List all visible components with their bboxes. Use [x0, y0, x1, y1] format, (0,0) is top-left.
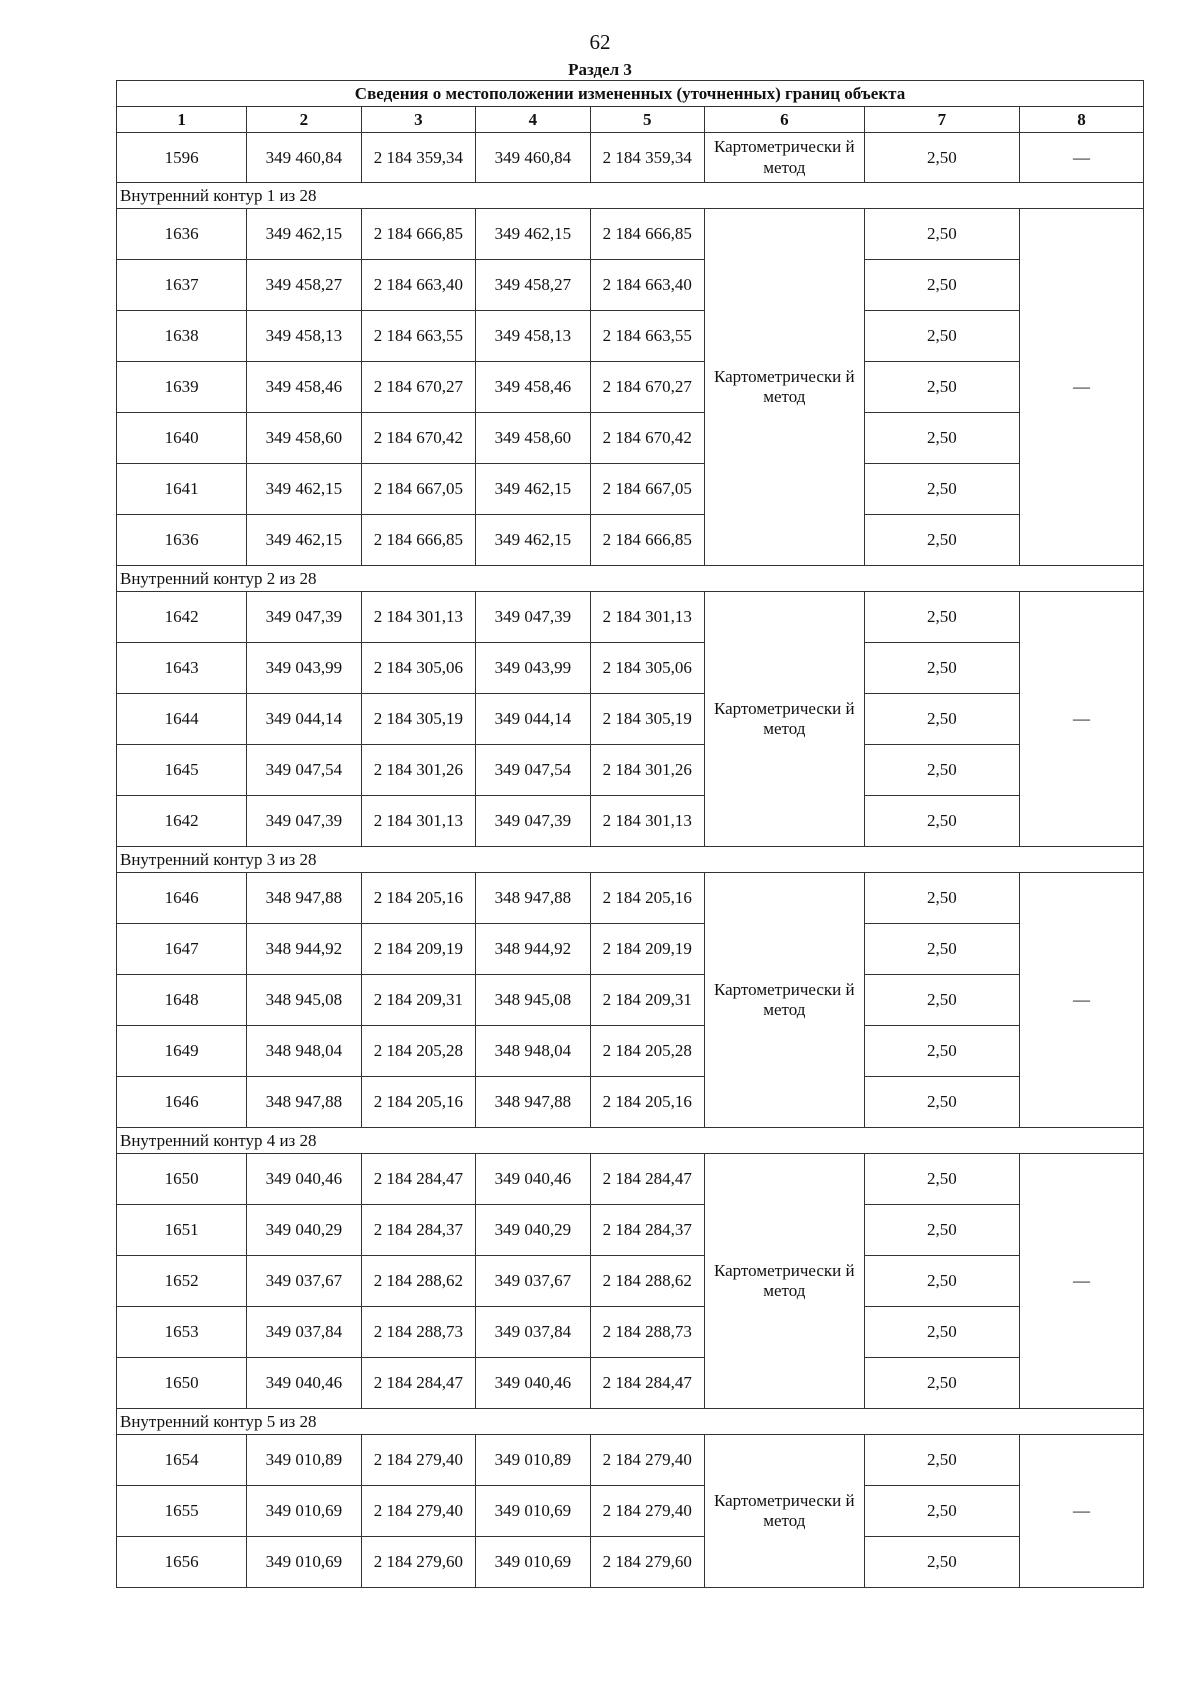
method-cell: Картометрически й метод: [705, 1435, 865, 1588]
accuracy-cell: 2,50: [864, 1537, 1019, 1588]
coordinate-cell: 2 184 279,60: [361, 1537, 475, 1588]
point-number-cell: 1640: [117, 413, 247, 464]
note-cell: —: [1020, 873, 1144, 1128]
method-cell: Картометрически й метод: [705, 1154, 865, 1409]
column-number: 7: [864, 107, 1019, 133]
accuracy-cell: 2,50: [864, 694, 1019, 745]
coordinate-cell: 2 184 279,40: [590, 1435, 704, 1486]
table-row: [117, 1358, 1144, 1409]
section-title: Раздел 3: [568, 60, 632, 79]
coordinate-cell: 2 184 305,19: [361, 694, 475, 745]
coordinate-cell: 348 947,88: [247, 873, 361, 924]
coordinate-cell: 2 184 209,31: [361, 975, 475, 1026]
accuracy-cell: 2,50: [864, 873, 1019, 924]
method-cell: Картометрически й метод: [705, 133, 865, 183]
coordinate-cell: 2 184 205,16: [361, 1077, 475, 1128]
table-row: [117, 873, 1144, 924]
coordinate-cell: 349 040,29: [476, 1205, 590, 1256]
coordinate-cell: 2 184 284,37: [590, 1205, 704, 1256]
table-row: [117, 362, 1144, 413]
coordinate-cell: 2 184 670,27: [361, 362, 475, 413]
coordinate-cell: 349 458,27: [247, 260, 361, 311]
coordinate-cell: 349 043,99: [247, 643, 361, 694]
point-number-cell: 1639: [117, 362, 247, 413]
point-number-cell: 1596: [117, 133, 247, 183]
note-cell: —: [1020, 592, 1144, 847]
accuracy-cell: 2,50: [864, 362, 1019, 413]
coordinate-cell: 2 184 359,34: [361, 133, 475, 183]
coordinate-cell: 349 010,69: [247, 1486, 361, 1537]
coordinate-cell: 2 184 279,40: [361, 1435, 475, 1486]
accuracy-cell: 2,50: [864, 1026, 1019, 1077]
accuracy-cell: 2,50: [864, 515, 1019, 566]
coordinate-cell: 2 184 205,16: [590, 1077, 704, 1128]
point-number-cell: 1655: [117, 1486, 247, 1537]
table-row: [117, 1486, 1144, 1537]
table-row: [117, 1537, 1144, 1588]
accuracy-cell: 2,50: [864, 1077, 1019, 1128]
accuracy-cell: 2,50: [864, 1486, 1019, 1537]
accuracy-cell: 2,50: [864, 464, 1019, 515]
method-cell: Картометрически й метод: [705, 873, 865, 1128]
coordinate-cell: 2 184 667,05: [361, 464, 475, 515]
point-number-cell: 1648: [117, 975, 247, 1026]
accuracy-cell: 2,50: [864, 592, 1019, 643]
contour-title: Внутренний контур 1 из 28: [117, 183, 1144, 209]
contour-header-row: [117, 847, 1144, 873]
coordinate-cell: 2 184 205,16: [361, 873, 475, 924]
table-row: [117, 745, 1144, 796]
column-number: 5: [590, 107, 704, 133]
accuracy-cell: 2,50: [864, 1358, 1019, 1409]
coordinate-cell: 2 184 666,85: [361, 209, 475, 260]
column-number: 6: [705, 107, 865, 133]
contour-title: Внутренний контур 2 из 28: [117, 566, 1144, 592]
coordinate-cell: 349 040,29: [247, 1205, 361, 1256]
point-number-cell: 1653: [117, 1307, 247, 1358]
point-number-cell: 1646: [117, 873, 247, 924]
note-cell: —: [1020, 1435, 1144, 1588]
table-row: [117, 1256, 1144, 1307]
coordinate-cell: 2 184 301,26: [361, 745, 475, 796]
coordinate-cell: 349 040,46: [247, 1358, 361, 1409]
column-number: 8: [1020, 107, 1144, 133]
coordinate-cell: 2 184 301,26: [590, 745, 704, 796]
coordinate-cell: 349 044,14: [476, 694, 590, 745]
accuracy-cell: 2,50: [864, 643, 1019, 694]
accuracy-cell: 2,50: [864, 133, 1019, 183]
coordinate-cell: 349 047,39: [247, 592, 361, 643]
point-number-cell: 1644: [117, 694, 247, 745]
coordinate-cell: 349 010,69: [247, 1537, 361, 1588]
coordinate-cell: 2 184 288,73: [590, 1307, 704, 1358]
accuracy-cell: 2,50: [864, 1307, 1019, 1358]
table-row: [117, 1154, 1144, 1205]
coordinate-cell: 348 945,08: [476, 975, 590, 1026]
contour-title: Внутренний контур 3 из 28: [117, 847, 1144, 873]
point-number-cell: 1636: [117, 515, 247, 566]
coordinate-cell: 2 184 288,62: [361, 1256, 475, 1307]
point-number-cell: 1638: [117, 311, 247, 362]
point-number-cell: 1642: [117, 592, 247, 643]
point-number-cell: 1651: [117, 1205, 247, 1256]
coordinate-cell: 2 184 284,47: [361, 1358, 475, 1409]
column-number: 4: [476, 107, 590, 133]
table-row: [117, 592, 1144, 643]
point-number-cell: 1645: [117, 745, 247, 796]
point-number-cell: 1642: [117, 796, 247, 847]
coordinate-cell: 349 462,15: [476, 515, 590, 566]
coordinate-cell: 2 184 209,19: [361, 924, 475, 975]
column-number-row: [117, 107, 1144, 133]
column-number: 1: [117, 107, 247, 133]
coordinate-cell: 2 184 667,05: [590, 464, 704, 515]
accuracy-cell: 2,50: [864, 745, 1019, 796]
accuracy-cell: 2,50: [864, 1435, 1019, 1486]
coordinate-cell: 2 184 279,40: [361, 1486, 475, 1537]
coordinate-cell: 349 037,67: [247, 1256, 361, 1307]
accuracy-cell: 2,50: [864, 209, 1019, 260]
coordinate-cell: 349 037,67: [476, 1256, 590, 1307]
coordinate-cell: 2 184 288,62: [590, 1256, 704, 1307]
coordinate-cell: 349 462,15: [247, 464, 361, 515]
coordinates-table: [116, 80, 1144, 1588]
coordinate-cell: 348 944,92: [247, 924, 361, 975]
coordinate-cell: 349 047,54: [476, 745, 590, 796]
coordinate-cell: 349 010,89: [476, 1435, 590, 1486]
coordinate-cell: 349 044,14: [247, 694, 361, 745]
coordinate-cell: 2 184 301,13: [361, 796, 475, 847]
table-row: [117, 694, 1144, 745]
coordinate-cell: 349 458,13: [247, 311, 361, 362]
accuracy-cell: 2,50: [864, 796, 1019, 847]
point-number-cell: 1650: [117, 1358, 247, 1409]
coordinate-cell: 348 944,92: [476, 924, 590, 975]
point-number-cell: 1641: [117, 464, 247, 515]
point-number-cell: 1656: [117, 1537, 247, 1588]
table-row: [117, 209, 1144, 260]
table-row: [117, 413, 1144, 464]
coordinate-cell: 2 184 666,85: [361, 515, 475, 566]
coordinate-cell: 349 043,99: [476, 643, 590, 694]
coordinate-cell: 2 184 663,55: [590, 311, 704, 362]
coordinate-cell: 349 037,84: [476, 1307, 590, 1358]
coordinate-cell: 2 184 279,60: [590, 1537, 704, 1588]
coordinate-cell: 349 047,39: [247, 796, 361, 847]
coordinate-cell: 348 945,08: [247, 975, 361, 1026]
table-row: [117, 924, 1144, 975]
coordinate-cell: 349 460,84: [247, 133, 361, 183]
coordinate-cell: 2 184 209,31: [590, 975, 704, 1026]
coordinate-cell: 2 184 284,37: [361, 1205, 475, 1256]
coordinate-cell: 349 040,46: [476, 1154, 590, 1205]
coordinate-cell: 349 458,27: [476, 260, 590, 311]
coordinate-cell: 2 184 301,13: [361, 592, 475, 643]
coordinate-cell: 349 458,60: [247, 413, 361, 464]
coordinate-cell: 348 947,88: [476, 873, 590, 924]
coordinate-cell: 349 460,84: [476, 133, 590, 183]
table-row: [117, 975, 1144, 1026]
column-number: 2: [247, 107, 361, 133]
coordinate-cell: 2 184 305,19: [590, 694, 704, 745]
coordinate-cell: 2 184 305,06: [590, 643, 704, 694]
coordinate-cell: 2 184 301,13: [590, 592, 704, 643]
contour-header-row: [117, 566, 1144, 592]
coordinate-cell: 2 184 279,40: [590, 1486, 704, 1537]
table-row: [117, 515, 1144, 566]
method-cell: Картометрически й метод: [705, 209, 865, 566]
table-row: [117, 1077, 1144, 1128]
coordinate-cell: 349 010,69: [476, 1537, 590, 1588]
coordinate-cell: 2 184 663,55: [361, 311, 475, 362]
note-cell: —: [1020, 133, 1144, 183]
accuracy-cell: 2,50: [864, 413, 1019, 464]
coordinate-cell: 348 948,04: [476, 1026, 590, 1077]
coordinate-cell: 349 462,15: [476, 464, 590, 515]
coordinate-cell: 349 010,69: [476, 1486, 590, 1537]
accuracy-cell: 2,50: [864, 1256, 1019, 1307]
coordinate-cell: 2 184 670,27: [590, 362, 704, 413]
coordinate-cell: 349 462,15: [247, 209, 361, 260]
coordinate-cell: 349 037,84: [247, 1307, 361, 1358]
coordinate-cell: 2 184 305,06: [361, 643, 475, 694]
coordinate-cell: 349 010,89: [247, 1435, 361, 1486]
point-number-cell: 1636: [117, 209, 247, 260]
coordinate-cell: 2 184 205,28: [590, 1026, 704, 1077]
coordinate-cell: 349 458,46: [476, 362, 590, 413]
table-row: [117, 1307, 1144, 1358]
coordinate-cell: 349 040,46: [476, 1358, 590, 1409]
contour-title: Внутренний контур 4 из 28: [117, 1128, 1144, 1154]
coordinate-cell: 2 184 670,42: [361, 413, 475, 464]
page-number: 62: [589, 30, 611, 54]
point-number-cell: 1643: [117, 643, 247, 694]
coordinate-cell: 2 184 666,85: [590, 209, 704, 260]
accuracy-cell: 2,50: [864, 260, 1019, 311]
contour-title: Внутренний контур 5 из 28: [117, 1409, 1144, 1435]
table-row: [117, 1205, 1144, 1256]
point-number-cell: 1654: [117, 1435, 247, 1486]
coordinate-cell: 349 047,39: [476, 592, 590, 643]
accuracy-cell: 2,50: [864, 975, 1019, 1026]
coordinate-cell: 2 184 209,19: [590, 924, 704, 975]
table-row: [117, 1026, 1144, 1077]
coordinate-cell: 2 184 301,13: [590, 796, 704, 847]
coordinate-cell: 349 462,15: [476, 209, 590, 260]
coordinate-cell: 348 947,88: [247, 1077, 361, 1128]
note-cell: —: [1020, 209, 1144, 566]
coordinate-cell: 2 184 670,42: [590, 413, 704, 464]
coordinate-cell: 2 184 666,85: [590, 515, 704, 566]
coordinate-cell: 2 184 205,16: [590, 873, 704, 924]
coordinate-cell: 2 184 663,40: [590, 260, 704, 311]
table-row: [117, 464, 1144, 515]
coordinate-cell: 349 047,39: [476, 796, 590, 847]
coordinate-cell: 349 462,15: [247, 515, 361, 566]
coordinate-cell: 348 947,88: [476, 1077, 590, 1128]
table-row: [117, 643, 1144, 694]
table-row: [117, 311, 1144, 362]
accuracy-cell: 2,50: [864, 311, 1019, 362]
coordinate-cell: 2 184 284,47: [361, 1154, 475, 1205]
note-cell: —: [1020, 1154, 1144, 1409]
point-number-cell: 1650: [117, 1154, 247, 1205]
column-number: 3: [361, 107, 475, 133]
table-row: [117, 260, 1144, 311]
point-number-cell: 1647: [117, 924, 247, 975]
table-row: [117, 133, 1144, 183]
contour-header-row: [117, 183, 1144, 209]
contour-header-row: [117, 1409, 1144, 1435]
table-row: [117, 1435, 1144, 1486]
table-caption: Сведения о местоположении измененных (уточненных) границ объекта: [117, 81, 1144, 107]
method-cell: Картометрически й метод: [705, 592, 865, 847]
point-number-cell: 1637: [117, 260, 247, 311]
point-number-cell: 1649: [117, 1026, 247, 1077]
coordinate-cell: 348 948,04: [247, 1026, 361, 1077]
contour-header-row: [117, 1128, 1144, 1154]
coordinate-cell: 2 184 284,47: [590, 1154, 704, 1205]
coordinate-cell: 349 040,46: [247, 1154, 361, 1205]
accuracy-cell: 2,50: [864, 924, 1019, 975]
point-number-cell: 1652: [117, 1256, 247, 1307]
coordinate-cell: 2 184 288,73: [361, 1307, 475, 1358]
coordinate-cell: 2 184 284,47: [590, 1358, 704, 1409]
coordinate-cell: 2 184 205,28: [361, 1026, 475, 1077]
coordinate-cell: 2 184 359,34: [590, 133, 704, 183]
table-row: [117, 796, 1144, 847]
accuracy-cell: 2,50: [864, 1205, 1019, 1256]
accuracy-cell: 2,50: [864, 1154, 1019, 1205]
point-number-cell: 1646: [117, 1077, 247, 1128]
coordinate-cell: 349 047,54: [247, 745, 361, 796]
coordinate-cell: 349 458,60: [476, 413, 590, 464]
coordinate-cell: 2 184 663,40: [361, 260, 475, 311]
coordinate-cell: 349 458,46: [247, 362, 361, 413]
coordinate-cell: 349 458,13: [476, 311, 590, 362]
